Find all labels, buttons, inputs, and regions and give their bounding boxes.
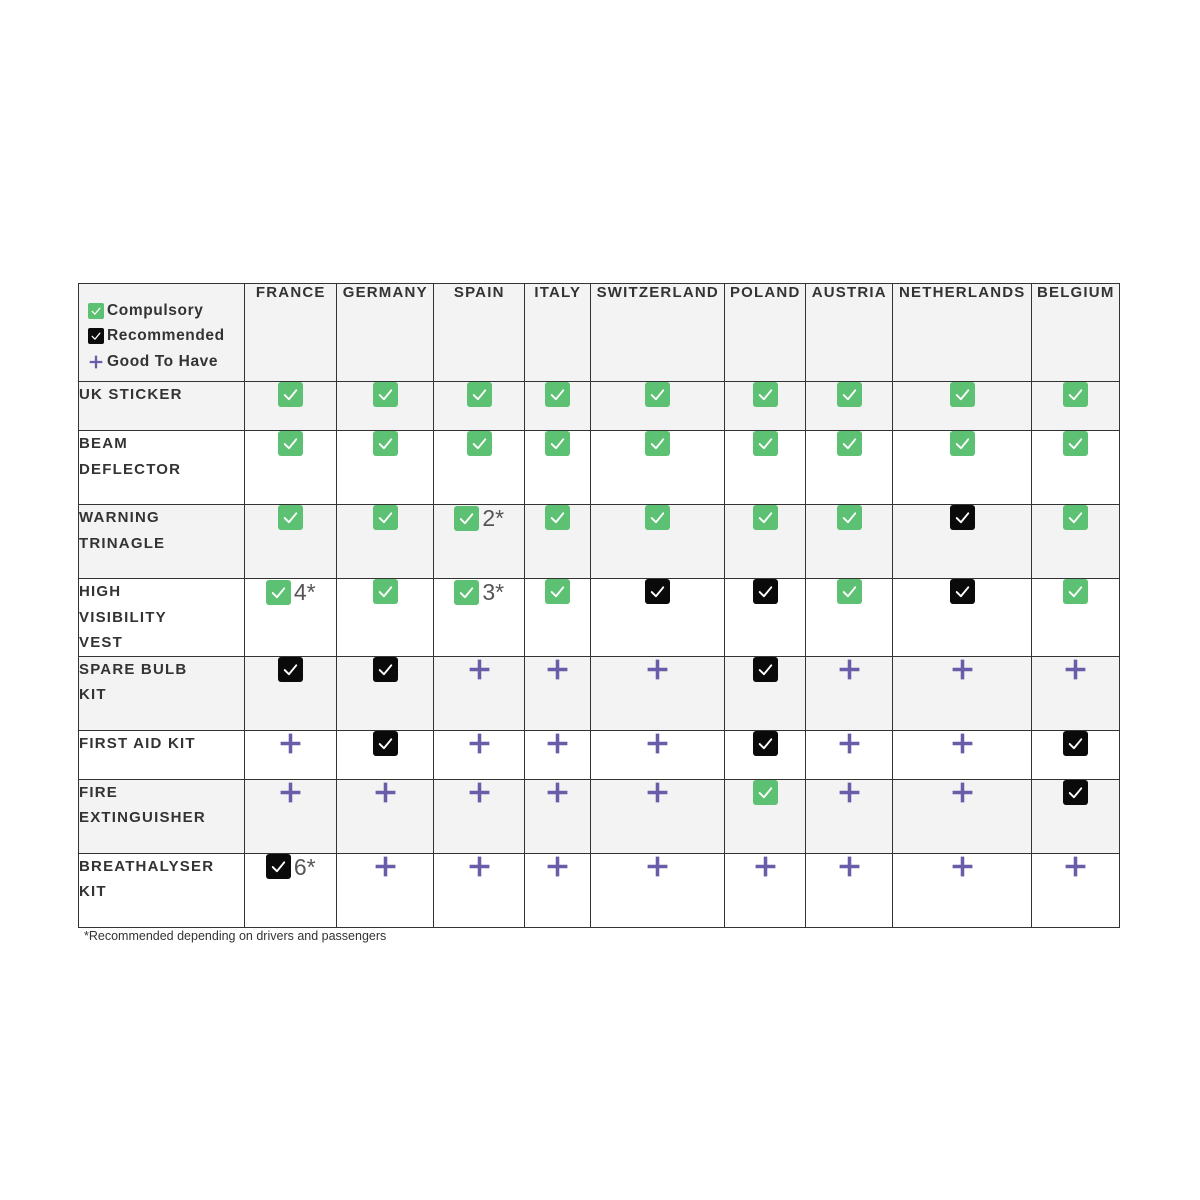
status-cell — [1032, 431, 1120, 505]
status-cell — [337, 853, 434, 927]
status-cell — [434, 505, 525, 579]
status-mark — [837, 431, 862, 456]
status-mark — [545, 505, 570, 530]
status-mark — [545, 657, 570, 682]
good-to-have-plus-icon — [837, 854, 862, 879]
table-row — [79, 579, 1120, 657]
status-cell — [337, 431, 434, 505]
compulsory-check-icon — [645, 431, 670, 456]
compulsory-check-icon — [753, 382, 778, 407]
status-mark — [266, 854, 316, 880]
requirements-table — [78, 283, 1120, 928]
status-cell — [893, 779, 1032, 853]
status-cell — [525, 579, 591, 657]
status-cell — [893, 579, 1032, 657]
good-to-have-plus-icon — [545, 854, 570, 879]
good-to-have-plus-icon — [753, 854, 778, 879]
legend — [79, 284, 245, 382]
status-cell — [591, 779, 725, 853]
status-mark — [753, 431, 778, 456]
compulsory-check-icon — [1063, 431, 1088, 456]
status-cell — [245, 579, 337, 657]
status-mark — [950, 854, 975, 879]
row-label: HIGH VISIBILITY VEST — [79, 579, 245, 657]
status-cell — [725, 730, 806, 779]
status-cell — [337, 779, 434, 853]
status-mark — [753, 505, 778, 530]
status-cell — [245, 656, 337, 730]
status-cell — [337, 656, 434, 730]
country-header-spain: SPAIN — [434, 284, 525, 382]
status-mark — [373, 382, 398, 407]
row-label: BREATHALYSER KIT — [79, 853, 245, 927]
compulsory-check-icon — [266, 580, 291, 605]
status-cell — [725, 505, 806, 579]
status-mark — [645, 579, 670, 604]
footnote-reference: 3* — [482, 579, 505, 605]
status-cell — [1032, 579, 1120, 657]
legend-good-to-have — [88, 349, 244, 375]
recommended-check-icon — [753, 657, 778, 682]
status-mark — [454, 505, 504, 531]
status-cell — [525, 730, 591, 779]
status-mark — [545, 854, 570, 879]
row-label: WARNING TRINAGLE — [79, 505, 245, 579]
status-cell — [337, 505, 434, 579]
status-cell — [434, 382, 525, 431]
good-to-have-plus-icon — [373, 780, 398, 805]
compulsory-check-icon — [545, 505, 570, 530]
footnote-reference: 2* — [482, 505, 505, 531]
status-cell — [434, 779, 525, 853]
status-mark — [753, 579, 778, 604]
compulsory-check-icon — [1063, 382, 1088, 407]
recommended-check-icon — [950, 505, 975, 530]
compulsory-check-icon — [545, 382, 570, 407]
recommended-check-icon — [373, 657, 398, 682]
status-mark — [837, 505, 862, 530]
status-mark — [373, 854, 398, 879]
status-mark — [753, 854, 778, 879]
status-mark — [753, 657, 778, 682]
good-to-have-plus-icon — [88, 354, 104, 370]
status-mark — [837, 579, 862, 604]
good-to-have-plus-icon — [645, 780, 670, 805]
row-label: FIRST AID KIT — [79, 730, 245, 779]
status-mark — [1063, 657, 1088, 682]
status-cell — [725, 853, 806, 927]
status-cell — [337, 730, 434, 779]
compulsory-check-icon — [837, 505, 862, 530]
status-mark — [753, 731, 778, 756]
good-to-have-plus-icon — [278, 780, 303, 805]
good-to-have-plus-icon — [645, 854, 670, 879]
recommended-check-icon — [753, 579, 778, 604]
good-to-have-plus-icon — [467, 780, 492, 805]
status-cell — [591, 505, 725, 579]
status-mark — [1063, 505, 1088, 530]
legend-recommended-label: Recommended — [107, 327, 225, 345]
status-mark — [266, 579, 316, 605]
status-cell — [434, 431, 525, 505]
status-mark — [645, 780, 670, 805]
good-to-have-plus-icon — [837, 657, 862, 682]
status-mark — [545, 431, 570, 456]
status-mark — [645, 505, 670, 530]
status-cell — [245, 382, 337, 431]
compulsory-check-icon — [467, 431, 492, 456]
recommended-check-icon — [753, 731, 778, 756]
status-mark — [545, 382, 570, 407]
compulsory-check-icon — [753, 431, 778, 456]
legend-good-to-have-label: Good To Have — [107, 352, 219, 370]
country-header-poland: POLAND — [725, 284, 806, 382]
status-mark — [467, 657, 492, 682]
status-cell — [591, 382, 725, 431]
status-mark — [467, 431, 492, 456]
status-cell — [725, 656, 806, 730]
country-header-france: FRANCE — [245, 284, 337, 382]
status-mark — [467, 854, 492, 879]
status-cell — [525, 382, 591, 431]
compulsory-check-icon — [278, 505, 303, 530]
status-mark — [278, 382, 303, 407]
legend-compulsory-label: Compulsory — [107, 301, 204, 319]
status-cell — [806, 779, 893, 853]
compulsory-check-icon — [545, 579, 570, 604]
compulsory-check-icon — [545, 431, 570, 456]
compulsory-check-icon — [1063, 579, 1088, 604]
compulsory-check-icon — [950, 382, 975, 407]
good-to-have-plus-icon — [837, 780, 862, 805]
compulsory-check-icon — [837, 382, 862, 407]
status-mark — [837, 382, 862, 407]
good-to-have-plus-icon — [950, 780, 975, 805]
table-row — [79, 382, 1120, 431]
row-label: BEAM DEFLECTOR — [79, 431, 245, 505]
status-mark — [950, 382, 975, 407]
status-cell — [893, 656, 1032, 730]
country-header-italy: ITALY — [525, 284, 591, 382]
compulsory-check-icon — [1063, 505, 1088, 530]
good-to-have-plus-icon — [467, 657, 492, 682]
status-cell — [806, 382, 893, 431]
status-mark — [373, 731, 398, 756]
status-cell — [806, 656, 893, 730]
country-header-austria: AUSTRIA — [806, 284, 893, 382]
status-mark — [1063, 731, 1088, 756]
status-cell — [1032, 382, 1120, 431]
status-mark — [278, 505, 303, 530]
status-mark — [278, 780, 303, 805]
status-mark — [753, 382, 778, 407]
compulsory-check-icon — [837, 431, 862, 456]
status-mark — [950, 505, 975, 530]
good-to-have-plus-icon — [645, 731, 670, 756]
compulsory-check-icon — [88, 303, 104, 319]
status-mark — [837, 731, 862, 756]
status-cell — [591, 579, 725, 657]
compulsory-check-icon — [645, 382, 670, 407]
status-mark — [645, 731, 670, 756]
compulsory-check-icon — [950, 431, 975, 456]
compulsory-check-icon — [753, 780, 778, 805]
good-to-have-plus-icon — [467, 854, 492, 879]
table-row — [79, 656, 1120, 730]
status-mark — [753, 780, 778, 805]
status-mark — [454, 579, 504, 605]
compulsory-check-icon — [467, 382, 492, 407]
status-mark — [645, 382, 670, 407]
good-to-have-plus-icon — [837, 731, 862, 756]
status-cell — [245, 730, 337, 779]
good-to-have-plus-icon — [950, 657, 975, 682]
status-cell — [525, 656, 591, 730]
status-mark — [645, 854, 670, 879]
status-mark — [545, 579, 570, 604]
compulsory-check-icon — [454, 580, 479, 605]
status-mark — [950, 780, 975, 805]
status-mark — [1063, 382, 1088, 407]
status-cell — [806, 853, 893, 927]
status-mark — [545, 780, 570, 805]
compulsory-check-icon — [837, 579, 862, 604]
country-header-switzerland: SWITZERLAND — [591, 284, 725, 382]
compulsory-check-icon — [645, 505, 670, 530]
status-cell — [591, 730, 725, 779]
status-cell — [434, 656, 525, 730]
good-to-have-plus-icon — [645, 657, 670, 682]
row-label: FIRE EXTINGUISHER — [79, 779, 245, 853]
good-to-have-plus-icon — [950, 854, 975, 879]
status-cell — [725, 431, 806, 505]
status-mark — [467, 731, 492, 756]
good-to-have-plus-icon — [545, 731, 570, 756]
status-mark — [545, 731, 570, 756]
status-cell — [806, 579, 893, 657]
recommended-check-icon — [950, 579, 975, 604]
status-mark — [837, 780, 862, 805]
status-mark — [645, 657, 670, 682]
status-mark — [373, 657, 398, 682]
status-cell — [806, 730, 893, 779]
legend-compulsory — [88, 298, 244, 324]
status-cell — [525, 505, 591, 579]
status-cell — [1032, 505, 1120, 579]
good-to-have-plus-icon — [1063, 854, 1088, 879]
status-cell — [893, 730, 1032, 779]
good-to-have-plus-icon — [278, 731, 303, 756]
status-cell — [525, 853, 591, 927]
status-cell — [806, 505, 893, 579]
status-cell — [591, 656, 725, 730]
status-mark — [373, 579, 398, 604]
recommended-check-icon — [645, 579, 670, 604]
recommended-check-icon — [1063, 780, 1088, 805]
status-cell — [1032, 730, 1120, 779]
status-mark — [950, 657, 975, 682]
compulsory-check-icon — [278, 431, 303, 456]
table-row — [79, 779, 1120, 853]
status-cell — [337, 382, 434, 431]
status-cell — [434, 579, 525, 657]
legend-recommended — [88, 324, 244, 350]
status-cell — [725, 779, 806, 853]
good-to-have-plus-icon — [467, 731, 492, 756]
compulsory-check-icon — [373, 579, 398, 604]
recommended-check-icon — [1063, 731, 1088, 756]
country-header-germany: GERMANY — [337, 284, 434, 382]
footnote-reference: 6* — [293, 853, 316, 880]
footnote-reference: 4* — [293, 579, 316, 605]
table-row — [79, 853, 1120, 927]
good-to-have-plus-icon — [545, 780, 570, 805]
status-mark — [1063, 579, 1088, 604]
footnote: *Recommended depending on drivers and passengers — [84, 929, 387, 943]
country-header-netherlands: NETHERLANDS — [893, 284, 1032, 382]
recommended-check-icon — [278, 657, 303, 682]
compulsory-check-icon — [373, 505, 398, 530]
table-row — [79, 505, 1120, 579]
good-to-have-plus-icon — [1063, 657, 1088, 682]
status-mark — [278, 731, 303, 756]
status-mark — [950, 731, 975, 756]
table-row — [79, 431, 1120, 505]
status-cell — [245, 431, 337, 505]
status-mark — [373, 505, 398, 530]
status-cell — [1032, 779, 1120, 853]
status-mark — [278, 657, 303, 682]
status-mark — [645, 431, 670, 456]
status-cell — [245, 853, 337, 927]
recommended-check-icon — [266, 854, 291, 879]
status-mark — [467, 382, 492, 407]
status-cell — [525, 431, 591, 505]
status-cell — [893, 382, 1032, 431]
recommended-check-icon — [88, 328, 104, 344]
compulsory-check-icon — [278, 382, 303, 407]
status-cell — [725, 382, 806, 431]
status-cell — [806, 431, 893, 505]
status-cell — [245, 779, 337, 853]
good-to-have-plus-icon — [545, 657, 570, 682]
row-label: SPARE BULB KIT — [79, 656, 245, 730]
status-cell — [893, 431, 1032, 505]
status-mark — [373, 780, 398, 805]
status-mark — [837, 657, 862, 682]
status-mark — [950, 579, 975, 604]
status-cell — [591, 431, 725, 505]
good-to-have-plus-icon — [373, 854, 398, 879]
status-mark — [1063, 780, 1088, 805]
table-row — [79, 730, 1120, 779]
compulsory-check-icon — [753, 505, 778, 530]
status-cell — [1032, 656, 1120, 730]
status-cell — [434, 853, 525, 927]
status-cell — [434, 730, 525, 779]
status-cell — [525, 779, 591, 853]
compulsory-check-icon — [373, 431, 398, 456]
country-header-belgium: BELGIUM — [1032, 284, 1120, 382]
status-mark — [467, 780, 492, 805]
compulsory-check-icon — [454, 506, 479, 531]
status-cell — [725, 579, 806, 657]
status-cell — [337, 579, 434, 657]
status-cell — [245, 505, 337, 579]
good-to-have-plus-icon — [950, 731, 975, 756]
status-cell — [893, 505, 1032, 579]
recommended-check-icon — [373, 731, 398, 756]
status-cell — [893, 853, 1032, 927]
status-mark — [373, 431, 398, 456]
compulsory-check-icon — [373, 382, 398, 407]
status-mark — [278, 431, 303, 456]
status-cell — [591, 853, 725, 927]
status-mark — [1063, 854, 1088, 879]
status-cell — [1032, 853, 1120, 927]
status-mark — [837, 854, 862, 879]
status-mark — [950, 431, 975, 456]
status-mark — [1063, 431, 1088, 456]
row-label: UK STICKER — [79, 382, 245, 431]
